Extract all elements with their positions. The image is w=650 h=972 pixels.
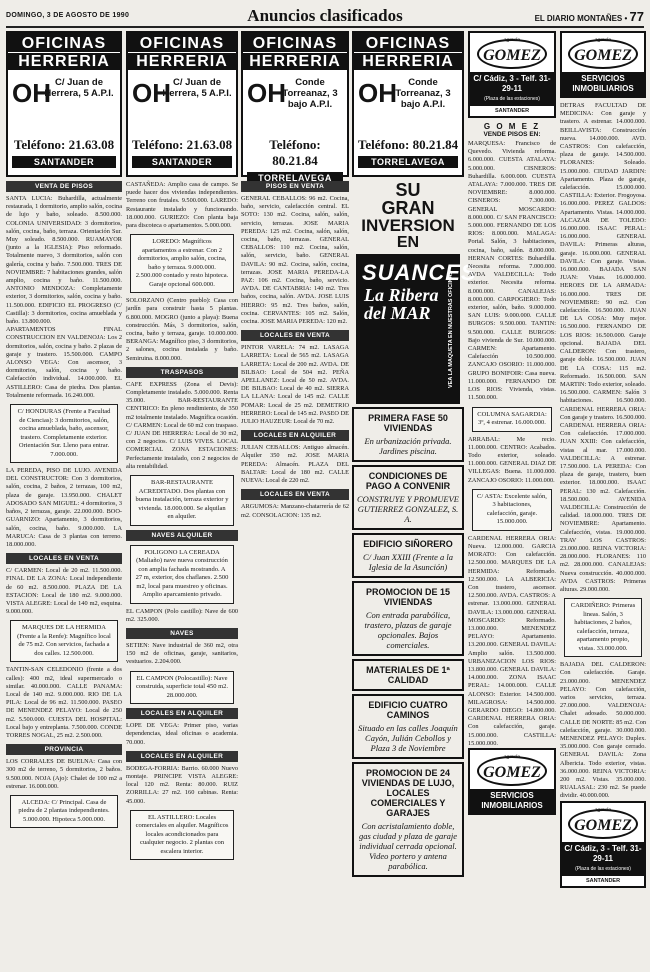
gomez-brand: GOMEZ	[574, 47, 632, 64]
oh-logo-icon: OH	[132, 78, 171, 108]
gomez-address-line: C/ Cádiz, 3 - Telf. 31-29-11	[473, 74, 551, 93]
section-heading: LOCALES EN ALQUILER	[126, 751, 238, 762]
ad-body: CONSTRUYE Y PROMUEVE GUTIERREZ GONZALEZ, S. A.	[357, 494, 459, 524]
gomez-ad	[560, 31, 646, 98]
gomez-column-right	[560, 31, 646, 892]
classified-text: CAFE EXPRESS (Zona el Devis): Completamente instalado. 5.000.000. Renta 35.000. BAR-RESTAURANTE CENTRICO: En pleno rendimiento, de 350 m2 totalmente instalado. Magnífica ocasión. C/ CARMEN: Local de 60 m2 con traspaso. C/ JUAN DE HERRERA: Local de 30 m2, con 2 negocios. C/ LUIS VIVES. LOCAL COMERCIAL ZONA ESTACIONES: Perfectamente instalado, con 2 negocios de alta rentabilidad.	[126, 380, 238, 470]
ad-block	[352, 659, 464, 691]
oh-logo-icon: OH	[247, 78, 286, 108]
classified-text: TANTIN-SAN CELEDONIO (frente a dos calles): 400 m2, ideal supermercado o similar. 40.000.000. CALLE PANAMA: Local de 140 m2. 9.000.000. RIO DE LA PILA: Local de 96 m2. 11.500.000. PASEO DE MENENDEZ PELAYO: Local de 250 m2. 5.500.000. CUESTA DEL HOSPITAL: Local bajo y entreplanta. 7.500.000. CONDE TORRES NOGAL, 25 m2. 2.500.000.	[6, 666, 122, 739]
ad-location: SANTANDER	[12, 156, 116, 168]
classified-box: LOREDO: Magníficos apartamentos a estrenar. Con 2 dormitorios, amplio salón, cocina, baño y terraza. 9.000.000. 2.500.000 contado y resto hipoteca. Garaje opcional 600.000.	[130, 234, 234, 293]
ad-body: Con acristalamiento doble, gas ciudad y plaza de garaje individual cerrada opcional. Video portero y antena parabólica.	[359, 821, 457, 871]
ad-address: C/ Juan de Herrera, 5 A.P.I.	[44, 77, 114, 99]
newspaper-title: EL DIARIO MONTAÑES	[534, 14, 623, 23]
gomez-logo-icon	[477, 39, 547, 69]
classified-box: BAR-RESTAURANTE ACREDITADO. Dos plantas con buena instalación, terraza exterior y vivienda. 18.000.000. Se alquilan en alquiler.	[130, 475, 234, 526]
gomez-brand: GOMEZ	[483, 47, 541, 64]
section-heading: TRASPASOS	[126, 367, 238, 378]
ad-location: TORRELAVEGA	[247, 172, 343, 184]
gomez-services: SERVICIOS INMOBILIARIOS	[562, 72, 644, 96]
section-heading: NAVES	[126, 628, 238, 639]
section-title: Anuncios clasificados	[247, 6, 403, 25]
ad-title-1: OFICINAS	[354, 33, 462, 53]
column-2	[126, 31, 238, 969]
ad-heading: CONDICIONES DE PAGO A CONVENIR	[365, 471, 451, 491]
ad-phone: Teléfono: 21.63.08	[13, 137, 115, 152]
classified-box: POLIGONO LA CEREADA (Maliaño) nave nueva construcción con amplia fachada mostrando. A 27 m, exterior, dos chaflanes. 2.500 m2, local para muestreo y oficinas. Amplio aparcamiento privado.	[130, 545, 234, 604]
section-heading: LOCALES EN VENTA	[6, 553, 122, 564]
ad-heading: EDIFICIO SIÑORERO	[363, 539, 453, 549]
classified-text: EL CAMPON (Polo castillo): Nave de 600 m2. 325.000.	[126, 607, 238, 623]
section-heading: NAVES ALQUILER	[126, 530, 238, 541]
ad-heading: EDIFICIO CUATRO CAMINOS	[368, 700, 448, 720]
gomez-city: SANTANDER	[585, 877, 621, 884]
classified-box: EL CAMPON (Polocastillo): Nave construida, superficie total 450 m2. 28.000.000.	[130, 671, 234, 705]
gomez-logo-icon	[568, 39, 638, 69]
ad-title-2: HERRERIA	[8, 53, 120, 71]
section-heading: PROVINCIA	[6, 744, 122, 755]
ad-title-2: HERRERIA	[354, 53, 462, 71]
classified-text: ARGUMOSA: Manzano-chatarrería de 62 m2. CONSOLACION: 135 m2.	[241, 503, 349, 519]
ad-block	[352, 465, 464, 530]
section-heading: LOCALES EN VENTA	[241, 330, 349, 341]
ad-address: Conde Torreanaz, 3 bajo A.P.I.	[395, 77, 451, 110]
newspaper-name: EL DIARIO MONTAÑES • 77	[534, 9, 644, 24]
classified-text: LOPE DE VEGA: Primer piso, varias dependencias, ideal oficinas o academia. 70.000.	[126, 722, 238, 746]
ad-phone: Teléfono: 21.63.08	[131, 137, 233, 152]
column-5	[468, 31, 646, 969]
classified-box: COLUMNA SAGARDIA: 3º, 4 estrenar. 16.000.000.	[472, 407, 552, 432]
classified-text: MARQUESA: Francisco de Quevedo. Vivienda reforma. 6.000.000. CUESTA ATALAYA: 5.000.000. CISNEROS: Buhardilla. 6.000.000. CUESTA ATALAYA: 7.000.000. TRES DE NOVIEMBRE: 8.000.000. CISNEROS: 7.300.000. GENERAL MOSCARDO: 8.000.000. C/ SAN FRANCISCO: 5.000.000. FERNANDO DE LOS RIOS: 8.000.000. MALAGA: Portal. Salón, 3 habitaciones, cocina, baño, salón. 8.000.000. HERNAN CORTES: Buhardilla. Necesita reforma. 7.000.000. AVDA VALDECILLA: Todo exterior. Necesita reforma. 8.000.000. CANALEJAS: 8.000.000. CARPOGIERO: Todo exterior, salón, baño. 9.000.000. SAN LUIS: 9.000.000. CALLE BURGOS: 9.500.000. TANTIN: 9.500.000. CALLE BURGOS: Bajo vivienda de Sur. 10.000.000. CARMEN: Apartamento. Calefacción 10.500.000. ZANCAJO OSORIO: 11.000.000. GRUPO BONIFOIR: Casa nueva. 11.000.000. FERNANDO DE LOS RIOS: Vivienda, vistas. 11.500.000.	[468, 140, 556, 402]
headline-en: EN	[396, 234, 420, 251]
gomez-heading: G O M E Z	[483, 122, 541, 131]
classified-text: DETRAS FACULTAD DE MEDICINA: Con garaje y trastero. A estrenar. 14.000.000. BEILLAVISTA: Construcción nueva. 14.000.000. AVD. CASTROS: Con calefacción, plaza de garaje. 14.500.000. FLORANES: Soleado. 15.000.000. CIUDAD JARDIN: Apartamento. Plaza de garaje, calefacción. 15.000.000. CASTILLA: Exterior. Frogoyosa. 16.000.000. PEREZ GALDOS: Apartamento. Vistas. 14.000.000. ALCAZAR DE TOLEDO: 16.000.000. ISAAC PERAL: 16.000.000. GENERAL DAVILA: Primeras alturas, garaje. 16.000.000. GENERAL DAVILA: Con garaje. Vistas. 16.000.000. BAJADA SAN JUAN: Vistas. 16.000.000. HEROES DE LA ARMADA: 16.000.000. TRES DE NOVIEMBRE: 90 m2. Con calefacción. 16.500.000. JUAN DE LA COSA: Muy mejor. 16.500.000. FERNANDO DE LOS RIOS: 16.500.000. Garaje opcional. BAJADA DEL CALDERON: Con trastero, garaje doble. 16.500.000. JUAN DE LA COSA: 115 m2. Reformado. 16.500.000. SAN MARTIN: Todo exterior, soleado. 16.500.000. CARMEN: Salón 3 habitaciones. 16.500.000. CARDENAL HERRERA ORIA: Con garaje y trastero. 16.500.000. CARDENAL HERRERA ORIA: Con calefacción. 17.000.000. JUAN XXIII: Con calefacción, vistas al mar. 17.000.000. VALDECILLA: A estrenar. 17.500.000. LA PEREDA: Con plaza de garaje, trastero, buen exterior. 18.000.000. ISAAC PERAL: 130 m2. Calefacción. 18.500.000. AVENIDA VALDECILLA: Construcción de calidad. 18.000.000. TRES DE NOVIEMBRE: Apartamento. Calefacción, vistas. 19.000.000. TRAV LOS CASTROS: 23.000.000. REINA VICTORIA: 28.000.000. FLORANES: 110 m2. 28.000.000. CANALEJAS: Nueva construcción. 40.000.000. AVDA CASTROS: Primeras alturas. 29.000.000.	[560, 102, 646, 593]
ad-heading: PROMOCION DE 15 VIVIENDAS	[365, 587, 450, 607]
suances-subtitle: La Ribera del MAR	[364, 285, 439, 323]
classified-text: APARTAMENTOS FINAL CONSTRUCCION EN VALDENOJA: Los 2 dormitorios, salón, cocina y baño. 2 plazas de garaje y trastero. 15.500.000. CAMPO ALONSO VEGA: Con ascensor, 3 dormitorios, salón, cocina y baño. Calefacción individual. 14.000.000. EL ASTILLERO: Casa de piedra. Dos plantas. Totalmente reformada. 16.240.000.	[6, 326, 122, 399]
issue-date: DOMINGO, 3 DE AGOSTO DE 1990	[6, 12, 130, 19]
classified-box: C/ HONDURAS (Frente a Facultad de Ciencias): 3 dormitorios, salón, cocina amueblada, baño, ascensor, trastero. Completamente exterior. Orientación Sur. Lleno para entrar. 7.000.000.	[10, 404, 118, 463]
gomez-brand: GOMEZ	[574, 816, 632, 834]
section-heading: LOCALES EN ALQUILER	[241, 430, 349, 441]
ad-heading: PROMOCION DE 24 VIVIENDAS DE LUJO, LOCALES COMERCIALES Y GARAJES	[361, 768, 455, 818]
ad-body: En urbanización privada. Jardines piscina.	[364, 436, 452, 456]
oficinas-herreria-ad	[6, 31, 122, 177]
headline-gran: GRAN	[381, 198, 435, 218]
ad-title-2: HERRERIA	[128, 53, 236, 71]
ad-address: Conde Torreanaz, 3 bajo A.P.I.	[282, 77, 338, 110]
ad-body: C/ Juan XXIII (Frente a la Iglesia de la Asunción)	[362, 552, 454, 572]
gomez-ad	[468, 748, 556, 815]
classified-text: LA PEREDA, PISO DE LUJO. AVENIDA DEL CONSTRUCTOR: Con 3 dormitorios, salón, cocina, 2 baños, 2 terrazas, 100 m2, plaza de garaje. 13.950.000. CHALET ADOSADO SAN MIGUEL: 4 dormitorios, 3 baños, 2 terrazas, garaje. 22.000.000. BOO-GUARNIZO: Apartamento, 3 dormitorios, salón, cocina, baño. 9.000.000. LA MARUCA: Casa de 3 plantas con terreno. 18.000.000.	[6, 467, 122, 548]
classified-box: MARQUES DE LA HERMIDA (Frente a la Renfe): Magnífico local de 75 m2. Con servicios, fachada a dos calles. 12.500.000.	[10, 620, 118, 662]
oficinas-herreria-ad	[241, 31, 349, 183]
classified-text: SETIEN: Nave industrial de 360 m2, otra 150 m2 de oficinas, garaje, sanitarios, vestuarios. 2.204.000.	[126, 641, 238, 666]
headline-inversion: INVERSION	[361, 216, 455, 235]
ad-block	[352, 581, 464, 656]
gomez-subheading: VENDE PISOS EN:	[483, 131, 541, 138]
ad-block	[352, 694, 464, 759]
section-heading: VENTA DE PISOS	[6, 181, 122, 192]
classified-text: SOLORZANO (Centro pueblo): Casa con jardín para construir hasta 5 plantas. 6.800.000. MOGRO (junto a playa): Buena construcción. Más, 3 dormitorios, salón, cocina, baño y terraza, garaje. 10.000.000. BERANGA: Magnífico piso, 3 dormitorios, 2 salones, cocina instalada y baño. Semiruina. 8.000.000.	[126, 297, 238, 362]
classified-text: LOS CORRALES DE BUELNA: Casa con 300 m2 de terreno, 5 dormitorios, 2 baños. 9.500.000. NOJA (Ajo): Chalet de 100 m2 a estrenar. 16.000.000.	[6, 758, 122, 790]
suances-banner	[356, 254, 477, 404]
classified-text: PINTOR VARELA: 74 m2. LASAGA LARRETA: Local de 565 m2. LASAGA LARRETA: Local de 200 m2. AVDA. DE BILBAO: Local de 504 m2. PEÑA APELLANEZ: Local de 50 m2. AVDA. DE BILBAO: Local de 40 m2. SIERRA LA LLANA: Local de 145 m2. CALLE POMAR: Local de 25 m2. DEMETRIO HERRERO: Local de 145 m2. PASEO DE JULIO HAUZEUR: Local de 70 m2.	[241, 344, 349, 426]
page-header	[6, 4, 644, 28]
gomez-column-left	[468, 31, 556, 892]
ad-title-2: HERRERIA	[243, 53, 347, 71]
suances-vertical-text: VEA LA MAQUETA EN NUESTRAS OFICINAS	[448, 270, 454, 388]
oh-logo-icon: OH	[12, 78, 51, 108]
ad-body: Situado en las calles Joaquín Cayón, Julián Cebollos y Plaza 3 de Noviembre	[358, 723, 458, 753]
classified-text: C/ CARMEN: Local de 20 m2. 11.500.000. FINAL DE LA ZONA: Local independiente de 60 m2. 8.500.000. PLAZA DE LA ESTACION: Local de 180 m2. 9.000.000. VISTA ALEGRE: Local de 140 m2, esquina. 9.000.000.	[6, 567, 122, 616]
column-1	[6, 31, 122, 969]
classified-box: ALCEDA: C/ Principal. Casa de piedra de 2 plantas independientes. 5.000.000. Hipoteca 5.000.000.	[10, 795, 118, 829]
ad-address: C/ Juan de Herrera, 5 A.P.I.	[162, 77, 232, 99]
ad-title-1: OFICINAS	[8, 33, 120, 53]
page-number: 77	[629, 9, 644, 24]
section-heading: LOCALES EN ALQUILER	[126, 708, 238, 719]
gomez-services: SERVICIOS INMOBILIARIOS	[470, 789, 554, 813]
oficinas-herreria-ad	[352, 31, 464, 177]
oficinas-herreria-ad	[126, 31, 238, 177]
ad-heading: MATERIALES DE 1ª CALIDAD	[366, 665, 450, 685]
suances-title: SUANCES	[362, 260, 477, 285]
ad-block	[352, 407, 464, 462]
headline-su: SU	[395, 180, 421, 200]
gomez-address-sub: (Plaza de las estaciones)	[575, 865, 631, 872]
classified-box: EL ASTILLERO: Locales comerciales en alquiler. Magníficos locales acondicionados para cualquier negocio. 2 plantas con escalera interior.	[130, 810, 234, 861]
classified-text: GENERAL CEBALLOS: 96 m2. Cocina, baño, servicio, calefacción central. EL SOTO: 130 m2. Cocina, salón, salón, servicio, terrazas. JOSE MARIA PEREDA: 125 m2. Cocina, salón, salón, cocina, baño, terrazas. GENERAL CEBALLOS: 110 m2. Cocina, salón, salón, servicio, baño. GENERAL DAVILA: 90 m2. Cocina, salón, cocina, terrazas. JOSE MARIA PEREDA-LA PAZ: 106 m2. Cocina, baño, servicio. AVDA. DE CANTABRIA: 140 m2. Tres baños, cocina, salón. AVDA. JOSE LUIS HIERRO: 95 m2. Tres baños, salón, cocina. CERVANTES: 105 m2. Salón, cocina. JOSE MARIA PEREDA: 120 m2.	[241, 195, 349, 326]
ad-block	[352, 762, 464, 877]
classified-text: ARRABAL: Me recio. 11.000.000. CENTRO: Acabados. Todo exterior, soleado. 11.000.000. GENERAL DIAZ DE VILLEGAS: Buena. 11.000.000. ZANCAJO OSORIO: 11.000.000.	[468, 435, 556, 484]
classified-text: CASTAÑEDA: Amplio casa de campo. Se puede hacer dos viviendas independientes. Terreno con frutales. 9.500.000. LAREDO: Restaurante instalado y funcionando. 18.000.000. GURIEZO: Con planta baja para discoteca o apartamentos. 5.000.000.	[126, 181, 238, 230]
gomez-small: agencia	[594, 807, 612, 813]
gomez-address-sub: (Plaza de las estaciones)	[484, 96, 540, 102]
classified-box: CARDIÑERO: Primeras lineas. Salón, 3 habitaciones, 2 baños, calefacción, terraza, apartamento propio, vistas. 33.000.000.	[564, 598, 642, 657]
classified-text: BODEGA-FORRIA: Barrio. 60.000 Nuevo montaje. PRINCIPE VISTA ALEGRE: local 120 m2. Renta: 80.000. RUIZ ZORRILLA: 27 m2. 160 cabinas. Renta: 45.000.	[126, 764, 238, 805]
gomez-logo-icon	[477, 756, 547, 786]
ad-title-1: OFICINAS	[128, 33, 236, 53]
ad-block	[352, 533, 464, 578]
column-3	[241, 31, 349, 969]
gomez-small: agencia	[594, 38, 612, 43]
gomez-brand: GOMEZ	[483, 764, 541, 781]
gomez-small: agencia	[503, 38, 521, 43]
classified-text: JULIAN CEBALLOS: Antiguo almacén. Alquiler 350 m2. JOSE MARIA PEREDA: Almacén. PLAZA DEL BALTAR: Local de 180 m2. CALLE NUEVA: Local de 220 m2.	[241, 444, 349, 485]
section-heading: LOCALES EN VENTA	[241, 489, 349, 500]
oh-logo-icon: OH	[358, 78, 397, 108]
classified-text: BAJADA DEL CALDERON: Con calefacción. Garaje. 23.000.000. MENENDEZ PELAYO: Con calefacción, varios servicios, terraza. 27.000.000. VALDENOJA: Chalet adosado. 50.000.000. CALLE DE NORTE: 85 m2. Con calefacción, garaje. 30.000.000. MENENDEZ PELAYO: Duplex. 35.000.000. Con garaje cerrado. GENERAL DAVILA: Zona Albericia. Todo exterior, vistas. 36.000.000. REINA VICTORIA: 200 m2. Vistas. 35.000.000. RUALASAL: 230 m2. Se puede dividir. 40.000.000.	[560, 661, 646, 800]
ad-location: TORRELAVEGA	[358, 156, 458, 168]
classified-text: SANTA LUCIA: Buhardilla, actualmente restaurada, 1 dormitorio, amplio salón, cocina de lujo y baño, soleado. 8.500.000. COLONIA UNIVERSIDAD: 3 dormitorios, salón, cocina, baño, terraza. Orientación Sur. Muy soleado. 8.500.000. RUAMAYOR (junto a la IGLESIA): Piso reformado. Totalmente nuevo, 3 dormitorios, salón con galería, cocina y baño. 7.500.000. TRES DE NOVIEMBRE: 7 habitaciones grandes, salón amplio, cocina y baño. 11.500.000. ANTONIO MENDOZA: Completamente exterior, 3 dormitorios, salón, cocina y baño. 11.500.000. EDIFICIO EL PROGRESO (C/ Castilla): 3 dormitorios, cocina amueblada y baño. 13.800.000.	[6, 195, 122, 326]
gomez-address	[470, 72, 554, 106]
gomez-small: agencia	[503, 755, 521, 760]
gomez-ad	[468, 31, 556, 118]
gomez-ad	[560, 801, 646, 888]
ad-title-1: OFICINAS	[243, 33, 347, 53]
classified-text: CARDENAL HERRERA ORIA: Nueva. 12.000.000. GARCIA MORATO: Con calefacción. 12.500.000. MARQUES DE LA HERMIDA: Reformado. 12.500.000. LA ALBERICIA: Con trastero, ascensor. 12.500.000. AVDA. CASTROS: A estrenar. 13.000.000. GENERAL DAVILA: 13.000.000. GENERAL MOSCARDO: Reformado. 13.000.000. MENENDEZ PELAYO: Apartamento. 13.200.000. GENERAL DAVILA: Amplio salón. 13.500.000. URBANIZACION LOS RIOS: 13.800.000. GENERAL DAVILA: 14.000.000. ZONA ISAAC PERAL: 14.000.000. CALLE ALONSO: Exterior. 14.500.000. MILAGROSA: 14.500.000. GERARDO DIEGO: 14.800.000. CARDENAL HERRERA ORIA: Con calefacción, garaje. 15.000.000. CASTILLA: 15.000.000.	[468, 534, 556, 747]
classified-box: C/ ASTA: Excelente salón, 3 habitaciones, calefacción, garaje. 15.000.000.	[472, 489, 552, 531]
ad-phone: Teléfono: 80.21.84	[357, 137, 459, 152]
ad-heading: PRIMERA FASE 50 VIVIENDAS	[368, 413, 448, 433]
gomez-address	[562, 842, 644, 876]
gomez-address-line: C/ Cádiz, 3 - Telf. 31-29-11	[564, 843, 642, 863]
ad-location: SANTANDER	[132, 156, 232, 168]
ad-phone: Teléfono: 80.21.84	[269, 137, 321, 168]
ad-body: Con entrada parabólica, trastero, plazas de garaje opcionales. Bajos comerciales.	[364, 610, 452, 650]
gomez-city: SANTANDER	[494, 108, 530, 114]
section-heading: PISOS EN VENTA	[241, 181, 349, 192]
gomez-logo-icon	[568, 809, 638, 839]
column-4	[352, 31, 477, 969]
